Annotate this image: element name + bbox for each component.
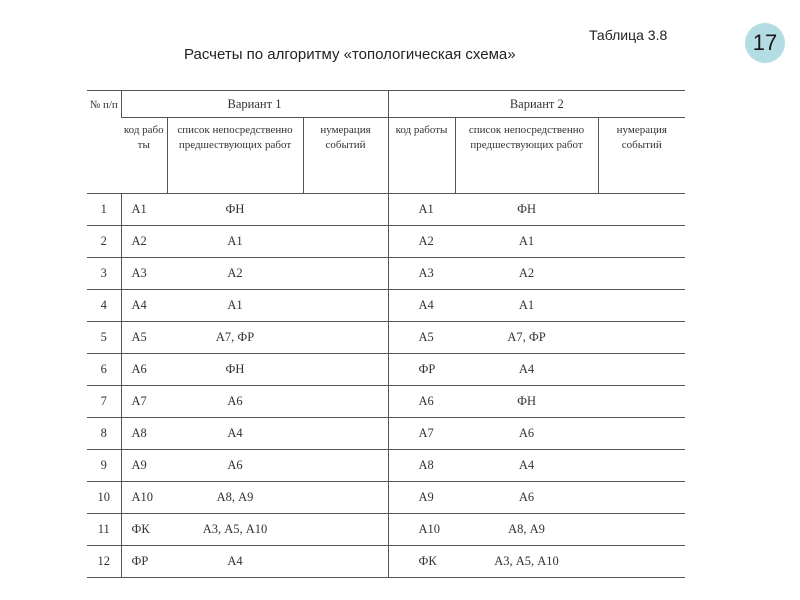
cell-v2-code: А1 <box>388 194 455 226</box>
cell-v2-events <box>598 546 685 578</box>
cell-v1-list: А8, А9 <box>167 482 303 514</box>
cell-v1-list: ФН <box>167 194 303 226</box>
table-row <box>87 386 685 418</box>
table-row <box>87 482 685 514</box>
cell-v1-code: А1 <box>121 194 167 226</box>
cell-v1-list: А7, ФР <box>167 322 303 354</box>
cell-v1-list: А6 <box>167 386 303 418</box>
cell-v2-code: А6 <box>388 386 455 418</box>
table-row <box>87 450 685 482</box>
cell-v1-events <box>303 386 388 418</box>
cell-v1-code: А3 <box>121 258 167 290</box>
cell-v2-list: А4 <box>455 450 598 482</box>
cell-v2-code: А2 <box>388 226 455 258</box>
cell-v1-events <box>303 482 388 514</box>
cell-v1-events <box>303 514 388 546</box>
cell-v2-events <box>598 322 685 354</box>
cell-v2-events <box>598 386 685 418</box>
page-title: Расчеты по алгоритму «топологическая схема» <box>184 46 516 63</box>
cell-v2-events <box>598 258 685 290</box>
cell-v2-list: А6 <box>455 418 598 450</box>
table-row <box>87 290 685 322</box>
cell-v2-events <box>598 226 685 258</box>
cell-v2-list: А1 <box>455 290 598 322</box>
cell-v2-events <box>598 482 685 514</box>
cell-v2-events <box>598 514 685 546</box>
cell-v1-list: А1 <box>167 226 303 258</box>
cell-v2-code: ФК <box>388 546 455 578</box>
cell-v1-code: А9 <box>121 450 167 482</box>
cell-v1-events <box>303 290 388 322</box>
cell-v2-code: А8 <box>388 450 455 482</box>
cell-v1-events <box>303 226 388 258</box>
cell-v2-events <box>598 290 685 322</box>
cell-row-number: 9 <box>87 450 121 482</box>
cell-v1-events <box>303 450 388 482</box>
cell-v1-list: А4 <box>167 546 303 578</box>
cell-v1-code: А10 <box>121 482 167 514</box>
cell-v1-code: А5 <box>121 322 167 354</box>
cell-v2-events <box>598 194 685 226</box>
cell-v1-code: А6 <box>121 354 167 386</box>
cell-v2-list: А8, А9 <box>455 514 598 546</box>
cell-v2-code: А7 <box>388 418 455 450</box>
cell-row-number: 8 <box>87 418 121 450</box>
topology-table <box>87 90 685 578</box>
header-variant1: Вариант 1 <box>121 91 388 118</box>
cell-v1-list: А3, А5, А10 <box>167 514 303 546</box>
cell-row-number: 5 <box>87 322 121 354</box>
cell-v2-list: А6 <box>455 482 598 514</box>
table-row <box>87 258 685 290</box>
cell-row-number: 2 <box>87 226 121 258</box>
cell-v1-code: А8 <box>121 418 167 450</box>
table-row <box>87 546 685 578</box>
cell-row-number: 11 <box>87 514 121 546</box>
cell-v2-code: А9 <box>388 482 455 514</box>
cell-v1-code: ФК <box>121 514 167 546</box>
cell-v2-list: ФН <box>455 194 598 226</box>
cell-v2-list: А1 <box>455 226 598 258</box>
table-row <box>87 418 685 450</box>
cell-v2-code: А3 <box>388 258 455 290</box>
header-v2-events: нумерация событий <box>598 118 685 194</box>
cell-v2-list: А7, ФР <box>455 322 598 354</box>
table-row <box>87 514 685 546</box>
table-row <box>87 226 685 258</box>
cell-v1-list: А1 <box>167 290 303 322</box>
cell-v2-list: А3, А5, А10 <box>455 546 598 578</box>
cell-v1-events <box>303 354 388 386</box>
cell-v1-code: А2 <box>121 226 167 258</box>
cell-v1-events <box>303 418 388 450</box>
table-row <box>87 322 685 354</box>
header-number: № п/п <box>87 91 121 194</box>
cell-v2-code: А4 <box>388 290 455 322</box>
cell-v1-list: А4 <box>167 418 303 450</box>
cell-v1-code: ФР <box>121 546 167 578</box>
cell-v2-list: А4 <box>455 354 598 386</box>
cell-v2-list: А2 <box>455 258 598 290</box>
cell-v1-events <box>303 258 388 290</box>
table-row <box>87 194 685 226</box>
header-variant2: Вариант 2 <box>388 91 685 118</box>
cell-v2-events <box>598 354 685 386</box>
cell-row-number: 1 <box>87 194 121 226</box>
cell-v2-events <box>598 450 685 482</box>
cell-v1-events <box>303 322 388 354</box>
cell-v2-events <box>598 418 685 450</box>
cell-v2-list: ФН <box>455 386 598 418</box>
cell-v2-code: ФР <box>388 354 455 386</box>
cell-row-number: 7 <box>87 386 121 418</box>
cell-row-number: 4 <box>87 290 121 322</box>
cell-row-number: 12 <box>87 546 121 578</box>
cell-v1-events <box>303 194 388 226</box>
cell-row-number: 10 <box>87 482 121 514</box>
table-row <box>87 354 685 386</box>
cell-v2-code: А10 <box>388 514 455 546</box>
header-v1-list: список непосредственно предшествующих работ <box>167 118 303 194</box>
header-v2-code: код работы <box>388 118 455 194</box>
page-number-badge: 17 <box>745 23 785 63</box>
header-v2-list: список непосредственно предшествующих работ <box>455 118 598 194</box>
cell-v1-list: А6 <box>167 450 303 482</box>
table-body <box>87 194 685 578</box>
table-label: Таблица 3.8 <box>589 27 668 43</box>
cell-row-number: 6 <box>87 354 121 386</box>
header-v1-events: нумерация событий <box>303 118 388 194</box>
cell-v1-code: А4 <box>121 290 167 322</box>
cell-v2-code: А5 <box>388 322 455 354</box>
cell-v1-list: А2 <box>167 258 303 290</box>
header-v1-code: код рабо ты <box>121 118 167 194</box>
cell-row-number: 3 <box>87 258 121 290</box>
cell-v1-code: А7 <box>121 386 167 418</box>
cell-v1-list: ФН <box>167 354 303 386</box>
cell-v1-events <box>303 546 388 578</box>
